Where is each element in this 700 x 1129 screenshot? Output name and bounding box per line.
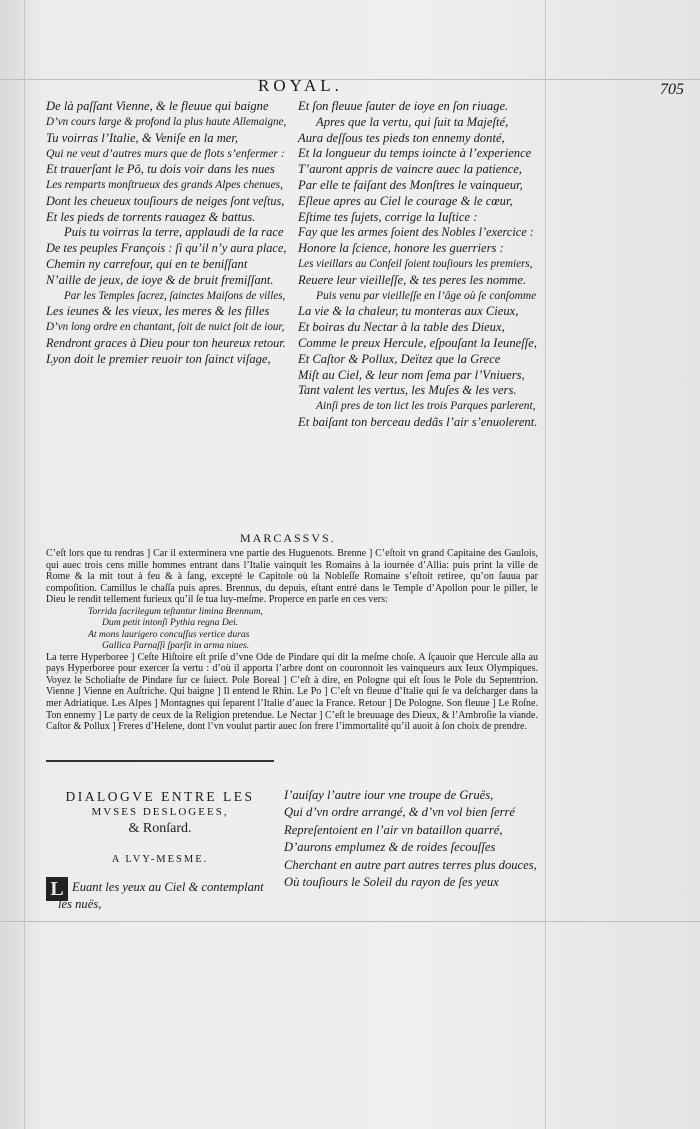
poem-line: Lyon doit le premier reuoir ton ſainct viſage, [46, 351, 271, 366]
running-title: ROYAL. [258, 76, 343, 95]
poem-line: N’aille de jeux, de ioye & de bruit fremiſſant. [46, 272, 274, 287]
poem-line: De tes peuples François : ſi qu’il n’y aura place, [46, 241, 287, 256]
poem-line: Où touſiours le Soleil du rayon de ſes yeux [284, 875, 499, 890]
dialogue-right-column [284, 787, 544, 891]
poem-line: Et baiſant ton berceau dedãs l’air s’enuolerent. [298, 414, 538, 429]
poem-line: Eſtime tes ſujets, corrige la Iuſtice : [298, 209, 478, 224]
commentary-heading: MARCASSVS. [240, 531, 336, 545]
poem-line: D’vn long ordre en chantant, ſoit de nuict ſoit de iour, [46, 321, 285, 334]
poem-line: La vie & la chaleur, tu monteras aux Cieux, [298, 304, 519, 319]
poem-line: D’vn cours large & profond la plus haute Allemaigne, [46, 115, 287, 128]
poem-line: Dont les cheueux touſiours de neiges ſont veſtus, [46, 193, 285, 208]
poem-line: T’auront appris de vaincre auec la patience, [298, 162, 522, 177]
poem-line: Chemin ny carrefour, qui en te beniſſant [46, 256, 248, 271]
poem-line: Qui d’vn ordre arrangé, & d’vn vol bien ſerré [284, 805, 515, 820]
latin-quote-line: Dum petit intonſi Pythia regna Dei. [102, 617, 239, 629]
page-number: 705 [660, 81, 684, 98]
poem-line: Aura deſſous tes pieds ton ennemy donté, [298, 130, 505, 145]
poem-line: Et la longueur du temps ioincte à l’experience [298, 146, 532, 161]
dialogue-title-line: & Ronſard. [128, 821, 192, 836]
poem-line: Fay que les armes ſoient des Nobles l’exercice : [298, 225, 534, 240]
latin-quote-line: At mons laurigero concuſſus vertice duras [88, 628, 250, 640]
poem-line: Eſleue apres au Ciel le courage & le cœur, [298, 193, 513, 208]
dialogue-title-line: MVSES DESLOGEES, [91, 806, 229, 818]
poem-line: Puis tu voirras la terre, applaudi de la race [64, 225, 284, 240]
poem-line: Rendront graces à Dieu pour ton heureux retour. [46, 335, 286, 350]
poem-line: Reuere leur vieilleſſe, & tes peres les nomme. [298, 272, 527, 287]
poem-line: I’auiſay l’autre iour vne troupe de Gruës, [284, 788, 494, 802]
commentary-paragraph: C’eſt lors que tu rendras ] Car il exterminera vne partie des Huguenots. Brenne ] C’eſtoit vn grand Capitaine des Gaulois, qui auec trois cens mille hommes entrant dans l’Italie vainquit les Romains à la iournée d’Allia: puis print la ville de Rome & la mit tout à feu & à ſang, excepté le Capitole où la Nobleſſe Romaine s’eſtoit retiree, qu’on ſauua par compoſition. Camillus le chaſſa puis apres. Brennus, du depuis, eſtant entré dans le Temple d’Apollon pour le piller, le Dieu le rendit tellement furieux qu’il ſe tua luy-meſme. Properce en parle en ces vers: [46, 548, 538, 606]
dedication: A LVY-MESME. [111, 854, 209, 865]
poem-line: Repreſentoient en l’air vn bataillon quarré, [284, 822, 503, 837]
poem-line: Miſt au Ciel, & leur nom ſema par l’Vniuers, [298, 367, 525, 382]
commentary-paragraph: La terre Hyperboree ] Ceſte Hiſtoire eſt priſe d’vne Ode de Pindare qui dit la meſme choſe. A ſçauoir que Hercule alla au pays Hyperboree pour exercer ſa vertu : d’où il apporta l’arbre dont on couronnoit les vainqueurs aux Ieux Olympiques. Voyez le Scholiaſte de Pindare ſur ce ſuiect. Pole Boreal ] C’eſt à dire, en Pologne qui eſt ſous le Pole du Septentrion. Vienne ] Vienne en Auſtriche. Qui baigne ] Il entend le Rhin. Le Po ] C’eſt vn fleuue d’Italie qui ſe va deſcharger dans la mer Adriatique. Les Alpes ] Montagnes qui ſeparent l’Italie d’auec la France. Retour ] De Pologne. Son fleuue ] Le Roſne. Ton ennemy ] Le party de ceux de la Religion pretendue. Le Nectar ] C’eſt le breuuage des Dieux, & l’Ambroſie la viande. Caſtor & Pollux ] Freres d’Helene, dont l’vn voulut partir auec ſon frere l’immortalité qu’il auoit à ſon choix de prendre. [46, 651, 538, 733]
poem-line: Et Caſtor & Pollux, Deïtez que la Grece [298, 351, 501, 366]
poem-line: Les ieunes & les vieux, les meres & les filles [46, 304, 270, 319]
poem-line: Cherchant en autre part autres terres plus douces, [284, 857, 537, 872]
poem-line: Et ſon fleuue ſauter de ioye en ſon riuage. [298, 99, 509, 113]
poem-line: Qui ne veut d’autres murs que de flots s’enfermer : [46, 147, 285, 161]
poem-line: Et boiras du Nectar à la table des Dieux, [298, 320, 505, 335]
dialogue-title-line: DIALOGVE ENTRE LES [65, 789, 255, 804]
poem-line: Tu voirras l’Italie, & Veniſe en la mer, [46, 130, 239, 145]
poem-line: Et trauerſant le Pô, tu dois voir dans les nues [46, 162, 275, 177]
latin-quote-line: Torrida ſacrilegum teſtantur limina Brennum, [88, 605, 263, 617]
latin-quote-line: Gallica Parnaſſi ſparſit in arma niues. [102, 640, 250, 652]
poem-line: Et les pieds de torrents rauagez & battus. [46, 209, 256, 224]
poem-line: Par les Temples ſacrez, ſainctes Maiſons de villes, [64, 289, 286, 302]
scan-guide-line [545, 0, 546, 1129]
poem-line: D’aurons emplumez & de roides ſecouſſes [284, 840, 496, 855]
dialogue-opening [58, 879, 264, 913]
section-divider [46, 760, 274, 762]
poem-line: Comme le preux Hercule, eſpouſant la Ieuneſſe, [298, 335, 537, 350]
poem-left-column [46, 99, 286, 368]
poem-line: les nuës, [58, 897, 102, 911]
poem-line: Tant valent les vertus, les Muſes & les vers. [298, 383, 517, 398]
poem-line: Les vieillars au Conſeil ſoient touſiours les premiers, [298, 257, 533, 270]
commentary-block [46, 548, 538, 733]
dialogue-title [46, 788, 274, 868]
poem-right-column [298, 99, 538, 431]
poem-line: Par elle te faiſant des Monſtres le vainqueur, [298, 177, 523, 192]
drop-cap-initial: L [46, 877, 68, 901]
scan-guide-line [0, 921, 700, 922]
poem-line: Euant les yeux au Ciel & contemplant [72, 880, 264, 894]
poem-line: Honore la ſcience, honore les guerriers : [298, 241, 504, 256]
scan-guide-line [24, 0, 25, 1129]
poem-line: De là paſſant Vienne, & le fleuue qui baigne [46, 99, 269, 113]
poem-line: Les remparts monſtrueux des grands Alpes chenues, [46, 178, 283, 191]
poem-line: Ainſi pres de ton lict les trois Parques parlerent, [316, 400, 536, 413]
poem-line: Apres que la vertu, qui ſuit ta Majeſté, [316, 114, 509, 129]
scan-guide-line [0, 79, 700, 80]
poem-line: Puis venu par vieilleſſe en l’âge où ſe conſomme [316, 289, 537, 302]
